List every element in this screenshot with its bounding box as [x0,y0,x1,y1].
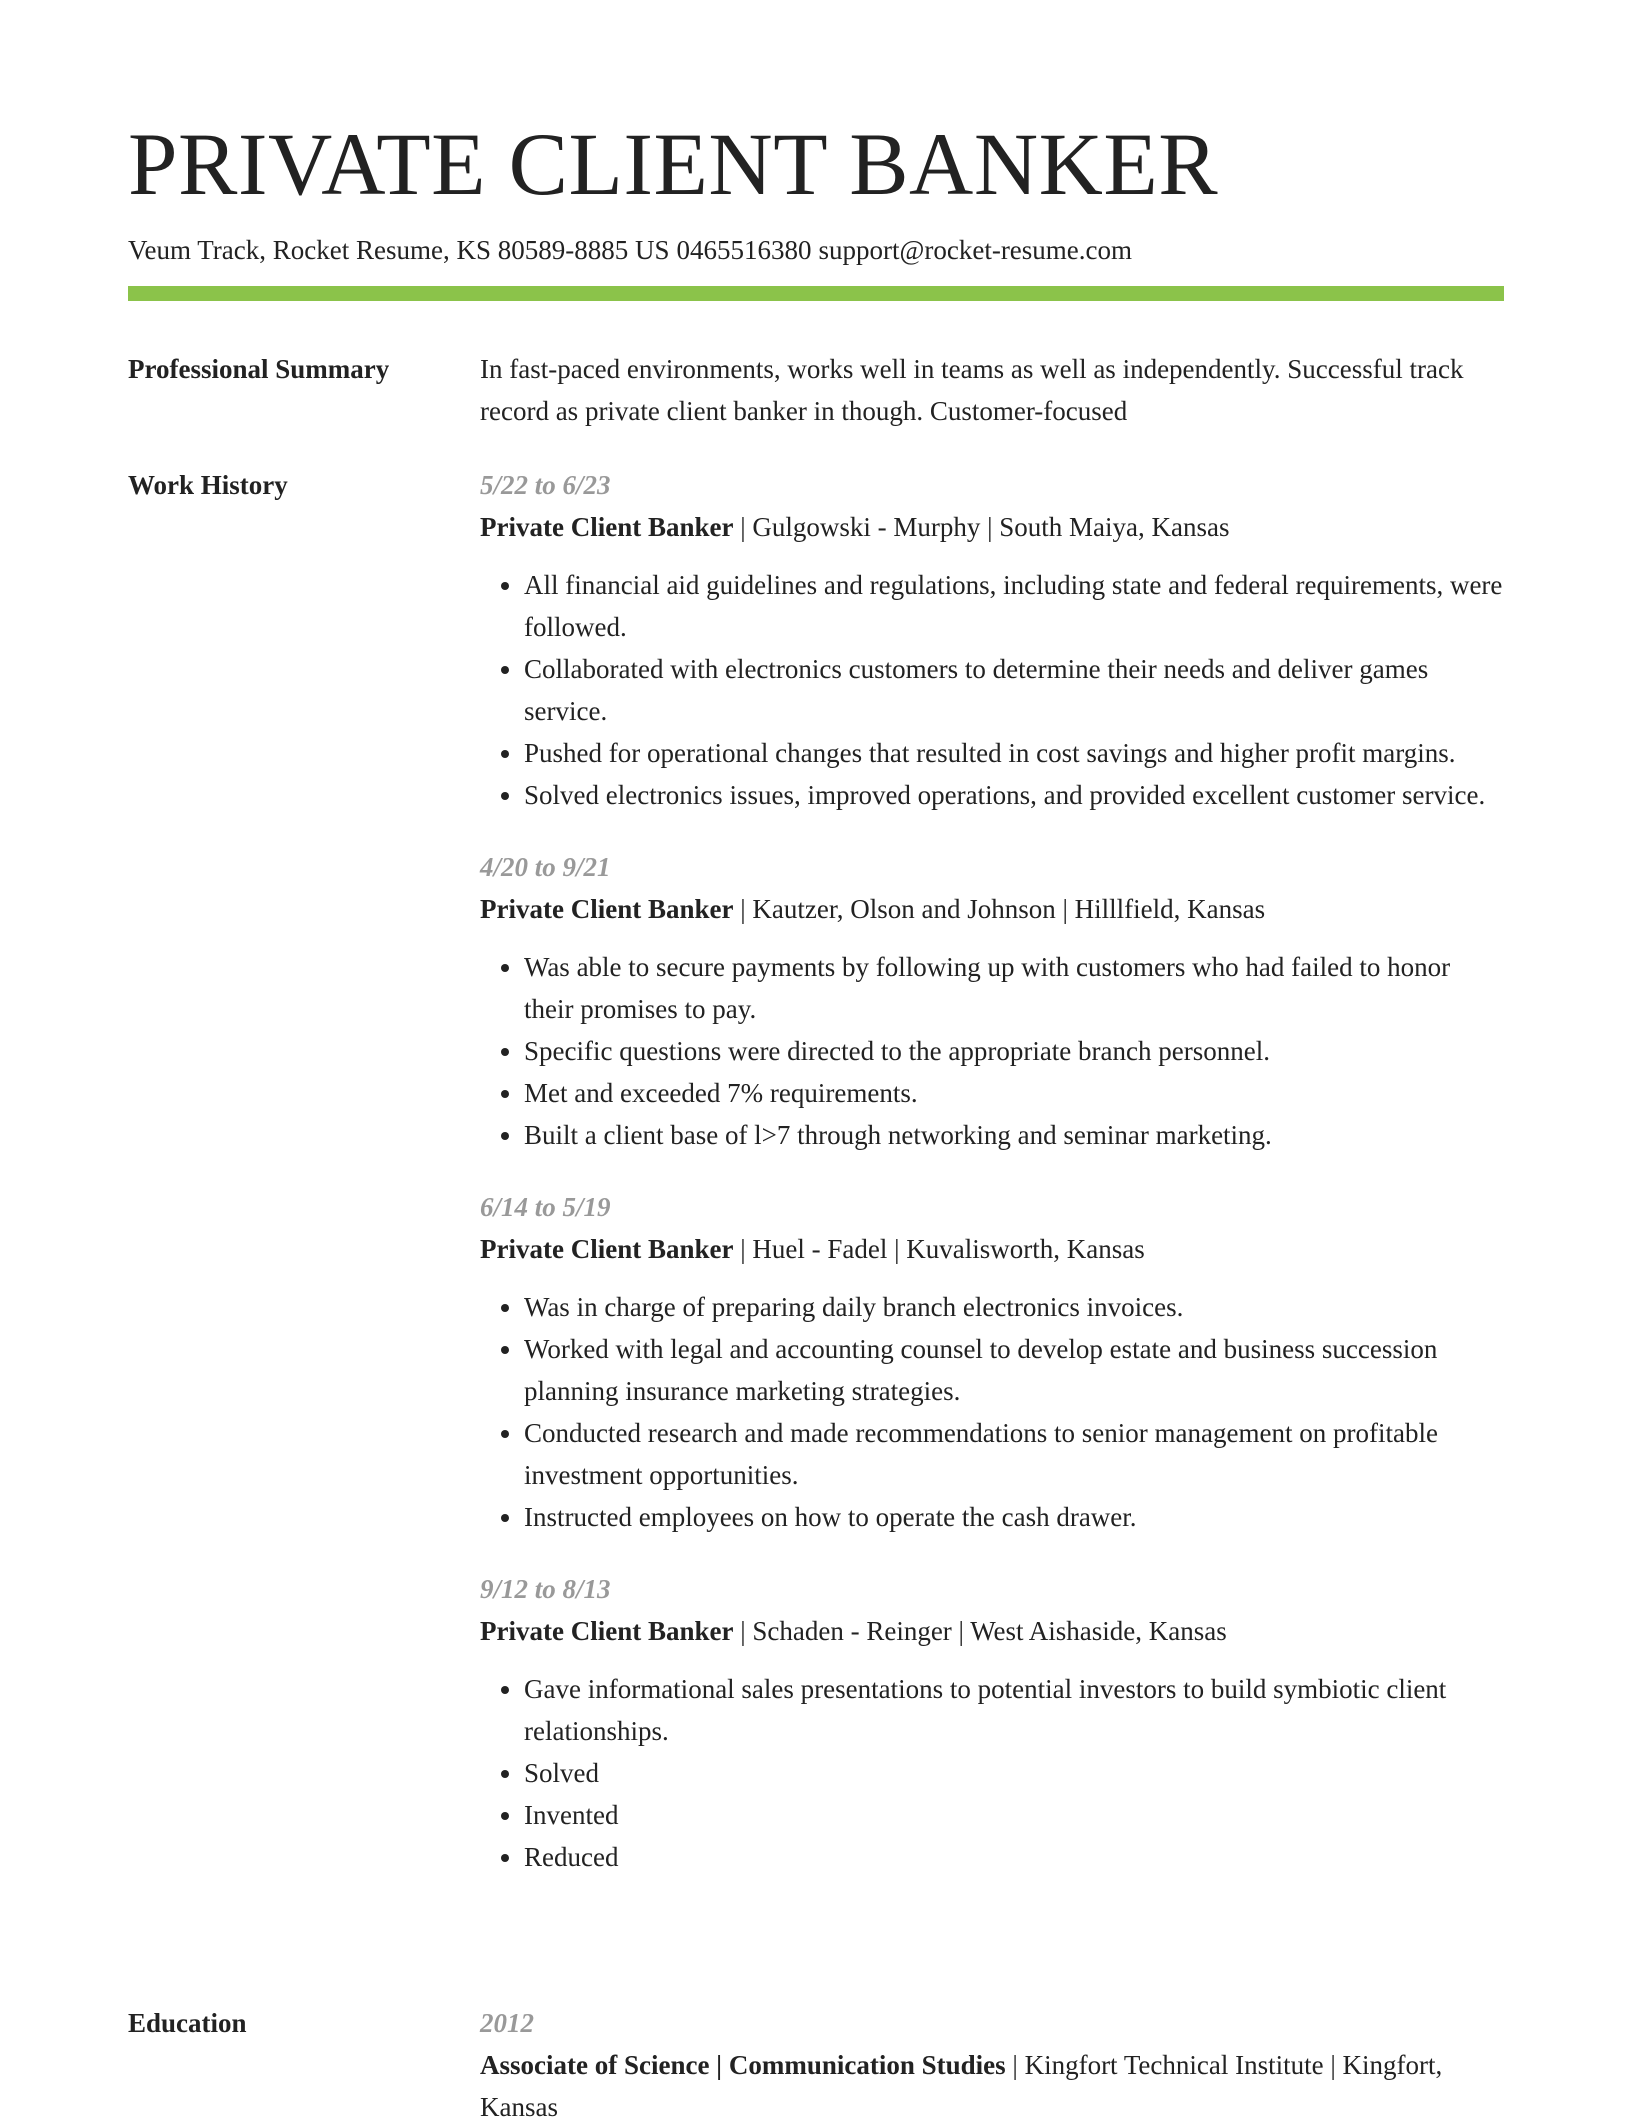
job-entry [480,1568,1504,1878]
work-history-body [480,464,1504,1878]
job-bullet: • Met and exceeded 7% requirements. [524,1072,1504,1114]
job-bullets [480,564,1504,816]
job-entry [480,846,1504,1156]
job-bullet: • Invented [524,1794,1504,1836]
job-bullet: • Gave informational sales presentations to potential investors to build symbiotic client relationships. [524,1668,1504,1752]
job-bullets [480,1286,1504,1538]
contact-email: support@rocket-resume.com [818,235,1133,265]
job-bullet: • Collaborated with electronics customers to determine their needs and deliver games service. [524,648,1504,732]
job-title-line [480,1228,1504,1270]
job-details: | Huel - Fadel | Kuvalisworth, Kansas [733,1234,1145,1264]
summary-text: In fast-paced environments, works well in teams as well as independently. Successful track record as private client banker in though. Customer-focused [480,354,1464,426]
job-dates: 6/14 to 5/19 [480,1192,611,1222]
job-bullet: • All financial aid guidelines and regulations, including state and federal requirements, were followed. [524,564,1504,648]
job-title: Private Client Banker [480,512,734,542]
job-dates: 9/12 to 8/13 [480,1574,611,1604]
job-bullet: • Conducted research and made recommendations to senior management on profitable investment opportunities. [524,1412,1504,1496]
work-history-label: Work History [128,470,288,500]
education-degree: Associate of Science | Communication Studies [480,2050,1006,2080]
education-school: | Kingfort Technical Institute | Kingfort, Kansas [480,2050,1443,2122]
job-title-line [480,1610,1504,1652]
job-dates: 5/22 to 6/23 [480,470,611,500]
job-bullet: • Worked with legal and accounting counsel to develop estate and business succession planning insurance marketing strategies. [524,1328,1504,1412]
job-details: | Schaden - Reinger | West Aishaside, Kansas [733,1616,1227,1646]
resume-name: PRIVATE CLIENT BANKER [128,116,1219,214]
contact-phone: 0465516380 [676,235,812,265]
job-bullet: • Solved [524,1752,1504,1794]
job-bullet: • Instructed employees on how to operate the cash drawer. [524,1496,1504,1538]
job-title-line [480,888,1504,930]
job-bullet: • Built a client base of l>7 through networking and seminar marketing. [524,1114,1504,1156]
education-year: 2012 [480,2008,534,2038]
education-body [480,2002,1504,2128]
header-accent-rule [128,286,1504,301]
summary-label: Professional Summary [128,354,390,384]
job-bullet: • Pushed for operational changes that resulted in cost savings and higher profit margins. [524,732,1504,774]
job-title: Private Client Banker [480,894,734,924]
contact-address: Veum Track, Rocket Resume, KS 80589-8885 US [128,235,670,265]
job-title-line [480,506,1504,548]
job-bullet: • Reduced [524,1836,1504,1878]
contact-line [128,232,1132,268]
job-entry [480,1186,1504,1538]
job-dates: 4/20 to 9/21 [480,852,611,882]
job-details: | Gulgowski - Murphy | South Maiya, Kansas [733,512,1230,542]
job-entry [480,464,1504,816]
job-bullet: • Was able to secure payments by following up with customers who had failed to honor their promises to pay. [524,946,1504,1030]
job-bullets [480,946,1504,1156]
summary-body [480,348,1504,432]
job-details: | Kautzer, Olson and Johnson | Hilllfield, Kansas [733,894,1266,924]
job-bullet: • Was in charge of preparing daily branch electronics invoices. [524,1286,1504,1328]
job-bullet: • Specific questions were directed to the appropriate branch personnel. [524,1030,1504,1072]
job-bullet: • Solved electronics issues, improved operations, and provided excellent customer service. [524,774,1504,816]
job-bullets [480,1668,1504,1878]
job-title: Private Client Banker [480,1616,734,1646]
education-label: Education [128,2008,247,2038]
education-line [480,2044,1504,2128]
job-title: Private Client Banker [480,1234,734,1264]
